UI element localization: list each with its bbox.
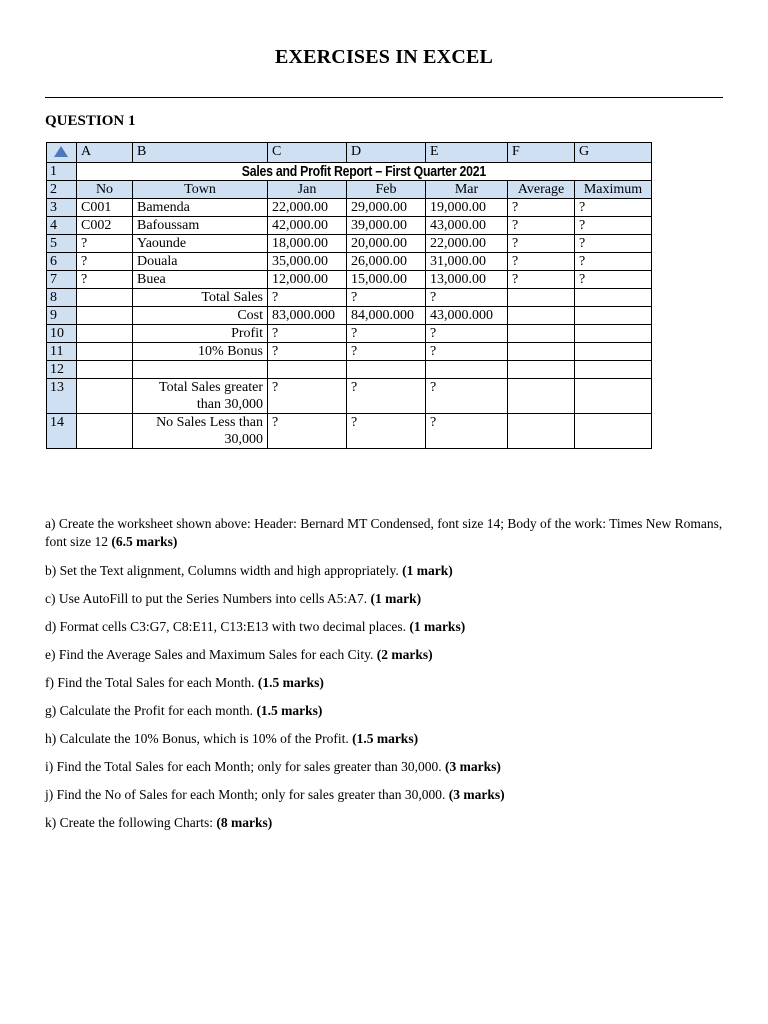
header-town[interactable]: Town bbox=[133, 181, 268, 199]
question-e bbox=[45, 646, 735, 664]
cell-town[interactable]: Buea bbox=[133, 271, 268, 289]
col-header-g[interactable]: G bbox=[575, 143, 652, 163]
cell-maximum[interactable] bbox=[575, 414, 652, 449]
cell-mar[interactable]: 22,000.00 bbox=[426, 235, 508, 253]
cell-jan[interactable] bbox=[268, 361, 347, 379]
cell-label[interactable]: 10% Bonus bbox=[133, 343, 268, 361]
cell-feb[interactable]: 26,000.00 bbox=[347, 253, 426, 271]
table-row bbox=[47, 343, 652, 361]
col-header-c[interactable]: C bbox=[268, 143, 347, 163]
table-row bbox=[47, 163, 652, 181]
cell-jan[interactable]: ? bbox=[268, 289, 347, 307]
cell-average[interactable]: ? bbox=[508, 271, 575, 289]
question-label: QUESTION 1 bbox=[45, 113, 136, 129]
question-marks: (2 marks) bbox=[376, 647, 433, 662]
header-average[interactable]: Average bbox=[508, 181, 575, 199]
cell-maximum[interactable]: ? bbox=[575, 217, 652, 235]
cell-feb[interactable]: ? bbox=[347, 343, 426, 361]
question-text: f) Find the Total Sales for each Month. bbox=[45, 675, 258, 690]
cell-mar[interactable]: ? bbox=[426, 325, 508, 343]
row-header[interactable]: 7 bbox=[47, 271, 77, 289]
cell-mar[interactable]: ? bbox=[426, 343, 508, 361]
question-text: k) Create the following Charts: bbox=[45, 815, 217, 830]
header-maximum[interactable]: Maximum bbox=[575, 181, 652, 199]
cell-label[interactable]: Total Sales greater than 30,000 bbox=[133, 379, 268, 414]
cell-maximum[interactable] bbox=[575, 361, 652, 379]
cell-average[interactable]: ? bbox=[508, 253, 575, 271]
row-header[interactable]: 1 bbox=[47, 163, 77, 181]
cell-no[interactable] bbox=[77, 343, 133, 361]
cell-feb[interactable]: 29,000.00 bbox=[347, 199, 426, 217]
table-row bbox=[47, 235, 652, 253]
table-row bbox=[47, 289, 652, 307]
question-text: d) Format cells C3:G7, C8:E11, C13:E13 with two decimal places. bbox=[45, 619, 410, 634]
header-mar[interactable]: Mar bbox=[426, 181, 508, 199]
row-header[interactable]: 4 bbox=[47, 217, 77, 235]
cell-no[interactable] bbox=[77, 307, 133, 325]
cell-maximum[interactable] bbox=[575, 289, 652, 307]
cell-feb[interactable]: 15,000.00 bbox=[347, 271, 426, 289]
cell-feb[interactable]: ? bbox=[347, 379, 426, 414]
row-header[interactable]: 13 bbox=[47, 379, 77, 414]
col-header-d[interactable]: D bbox=[347, 143, 426, 163]
cell-average[interactable] bbox=[508, 289, 575, 307]
question-marks: (6.5 marks) bbox=[111, 534, 178, 549]
cell-maximum[interactable]: ? bbox=[575, 271, 652, 289]
cell-no[interactable]: ? bbox=[77, 271, 133, 289]
cell-maximum[interactable] bbox=[575, 325, 652, 343]
column-header-row bbox=[47, 143, 652, 163]
table-row bbox=[47, 325, 652, 343]
cell-average[interactable]: ? bbox=[508, 235, 575, 253]
question-b bbox=[45, 562, 735, 580]
table-row bbox=[47, 414, 652, 449]
question-a bbox=[45, 515, 735, 551]
row-header[interactable]: 8 bbox=[47, 289, 77, 307]
table-row bbox=[47, 217, 652, 235]
table-row bbox=[47, 271, 652, 289]
question-marks: (1.5 marks) bbox=[256, 703, 323, 718]
cell-feb[interactable] bbox=[347, 361, 426, 379]
cell-feb[interactable]: 20,000.00 bbox=[347, 235, 426, 253]
cell-maximum[interactable] bbox=[575, 343, 652, 361]
cell-no[interactable]: C002 bbox=[77, 217, 133, 235]
cell-feb[interactable]: 84,000.000 bbox=[347, 307, 426, 325]
table-row bbox=[47, 379, 652, 414]
cell-jan[interactable]: ? bbox=[268, 343, 347, 361]
cell-feb[interactable]: ? bbox=[347, 325, 426, 343]
cell-no[interactable] bbox=[77, 379, 133, 414]
cell-jan[interactable]: ? bbox=[268, 379, 347, 414]
cell-average[interactable]: ? bbox=[508, 217, 575, 235]
cell-jan[interactable]: 22,000.00 bbox=[268, 199, 347, 217]
cell-town[interactable]: Bamenda bbox=[133, 199, 268, 217]
row-header[interactable]: 3 bbox=[47, 199, 77, 217]
cell-town[interactable]: Yaounde bbox=[133, 235, 268, 253]
question-marks: (1 mark) bbox=[402, 563, 453, 578]
row-header[interactable]: 14 bbox=[47, 414, 77, 449]
cell-average[interactable] bbox=[508, 343, 575, 361]
cell-mar[interactable]: 43,000.00 bbox=[426, 217, 508, 235]
col-header-e[interactable]: E bbox=[426, 143, 508, 163]
cell-mar[interactable]: ? bbox=[426, 379, 508, 414]
question-text: b) Set the Text alignment, Columns width and high appropriately. bbox=[45, 563, 403, 578]
row-header[interactable]: 5 bbox=[47, 235, 77, 253]
cell-mar[interactable] bbox=[426, 361, 508, 379]
cell-maximum[interactable]: ? bbox=[575, 199, 652, 217]
cell-feb[interactable]: ? bbox=[347, 414, 426, 449]
table-row bbox=[47, 361, 652, 379]
col-header-a[interactable]: A bbox=[77, 143, 133, 163]
cell-average[interactable] bbox=[508, 379, 575, 414]
cell-average[interactable]: ? bbox=[508, 199, 575, 217]
question-d bbox=[45, 618, 735, 636]
question-h bbox=[45, 730, 735, 748]
horizontal-rule bbox=[45, 97, 723, 98]
question-marks: (8 marks) bbox=[216, 815, 273, 830]
question-marks: (1.5 marks) bbox=[257, 675, 324, 690]
question-text: e) Find the Average Sales and Maximum Sales for each City. bbox=[45, 647, 377, 662]
question-marks: (3 marks) bbox=[448, 787, 505, 802]
cell-mar[interactable]: 43,000.000 bbox=[426, 307, 508, 325]
cell-label[interactable]: No Sales Less than 30,000 bbox=[133, 414, 268, 449]
header-feb[interactable]: Feb bbox=[347, 181, 426, 199]
cell-average[interactable] bbox=[508, 307, 575, 325]
cell-maximum[interactable]: ? bbox=[575, 235, 652, 253]
cell-label[interactable] bbox=[133, 361, 268, 379]
cell-maximum[interactable] bbox=[575, 379, 652, 414]
triangle-icon bbox=[54, 146, 68, 157]
question-k bbox=[45, 814, 735, 832]
question-j bbox=[45, 786, 735, 804]
col-header-f[interactable]: F bbox=[508, 143, 575, 163]
cell-jan[interactable]: 12,000.00 bbox=[268, 271, 347, 289]
cell-feb[interactable]: 39,000.00 bbox=[347, 217, 426, 235]
question-marks: (1 marks) bbox=[409, 619, 466, 634]
question-f bbox=[45, 674, 735, 692]
question-text: a) Create the worksheet shown above: Header: Bernard MT Condensed, font size 14; Body of the work: Times New Romans, font size 12 bbox=[45, 516, 723, 549]
cell-no[interactable] bbox=[77, 414, 133, 449]
cell-jan[interactable]: 18,000.00 bbox=[268, 235, 347, 253]
row-header[interactable]: 11 bbox=[47, 343, 77, 361]
cell-mar[interactable]: ? bbox=[426, 289, 508, 307]
table-row bbox=[47, 253, 652, 271]
cell-average[interactable] bbox=[508, 414, 575, 449]
spreadsheet-table bbox=[46, 142, 652, 449]
cell-no[interactable] bbox=[77, 361, 133, 379]
cell-maximum[interactable] bbox=[575, 307, 652, 325]
cell-jan[interactable]: 83,000.000 bbox=[268, 307, 347, 325]
cell-no[interactable]: ? bbox=[77, 235, 133, 253]
cell-mar[interactable]: 13,000.00 bbox=[426, 271, 508, 289]
cell-maximum[interactable]: ? bbox=[575, 253, 652, 271]
question-marks: (1.5 marks) bbox=[352, 731, 419, 746]
report-title: Sales and Profit Report – First Quarter 2021 bbox=[241, 163, 487, 180]
row-header[interactable]: 9 bbox=[47, 307, 77, 325]
cell-jan[interactable]: ? bbox=[268, 325, 347, 343]
select-all-corner[interactable] bbox=[47, 143, 77, 163]
table-row bbox=[47, 307, 652, 325]
col-header-b[interactable]: B bbox=[133, 143, 268, 163]
question-g bbox=[45, 702, 735, 720]
cell-feb[interactable]: ? bbox=[347, 289, 426, 307]
question-marks: (1 mark) bbox=[370, 591, 422, 606]
question-text: i) Find the Total Sales for each Month; only for sales greater than 30,000. bbox=[45, 759, 445, 774]
cell-jan[interactable]: ? bbox=[268, 414, 347, 449]
cell-mar[interactable]: 19,000.00 bbox=[426, 199, 508, 217]
row-header[interactable]: 2 bbox=[47, 181, 77, 199]
table-row bbox=[47, 199, 652, 217]
cell-jan[interactable]: 35,000.00 bbox=[268, 253, 347, 271]
cell-label[interactable]: Profit bbox=[133, 325, 268, 343]
row-header[interactable]: 12 bbox=[47, 361, 77, 379]
question-c bbox=[45, 590, 735, 608]
cell-town[interactable]: Douala bbox=[133, 253, 268, 271]
cell-label[interactable]: Total Sales bbox=[133, 289, 268, 307]
question-text: g) Calculate the Profit for each month. bbox=[45, 703, 257, 718]
cell-label[interactable]: Cost bbox=[133, 307, 268, 325]
report-title-cell[interactable] bbox=[77, 163, 652, 181]
cell-town[interactable]: Bafoussam bbox=[133, 217, 268, 235]
cell-jan[interactable]: 42,000.00 bbox=[268, 217, 347, 235]
header-no[interactable]: No bbox=[77, 181, 133, 199]
row-header[interactable]: 10 bbox=[47, 325, 77, 343]
cell-no[interactable]: C001 bbox=[77, 199, 133, 217]
cell-no[interactable] bbox=[77, 289, 133, 307]
question-text: j) Find the No of Sales for each Month; only for sales greater than 30,000. bbox=[45, 787, 449, 802]
cell-average[interactable] bbox=[508, 325, 575, 343]
question-i bbox=[45, 758, 735, 776]
header-jan[interactable]: Jan bbox=[268, 181, 347, 199]
document-title: EXERCISES IN EXCEL bbox=[274, 46, 494, 68]
cell-mar[interactable]: 31,000.00 bbox=[426, 253, 508, 271]
cell-no[interactable]: ? bbox=[77, 253, 133, 271]
question-text: c) Use AutoFill to put the Series Numbers into cells A5:A7. bbox=[45, 591, 371, 606]
question-marks: (3 marks) bbox=[444, 759, 501, 774]
question-text: h) Calculate the 10% Bonus, which is 10% of the Profit. bbox=[45, 731, 353, 746]
cell-mar[interactable]: ? bbox=[426, 414, 508, 449]
table-row bbox=[47, 181, 652, 199]
row-header[interactable]: 6 bbox=[47, 253, 77, 271]
cell-average[interactable] bbox=[508, 361, 575, 379]
cell-no[interactable] bbox=[77, 325, 133, 343]
